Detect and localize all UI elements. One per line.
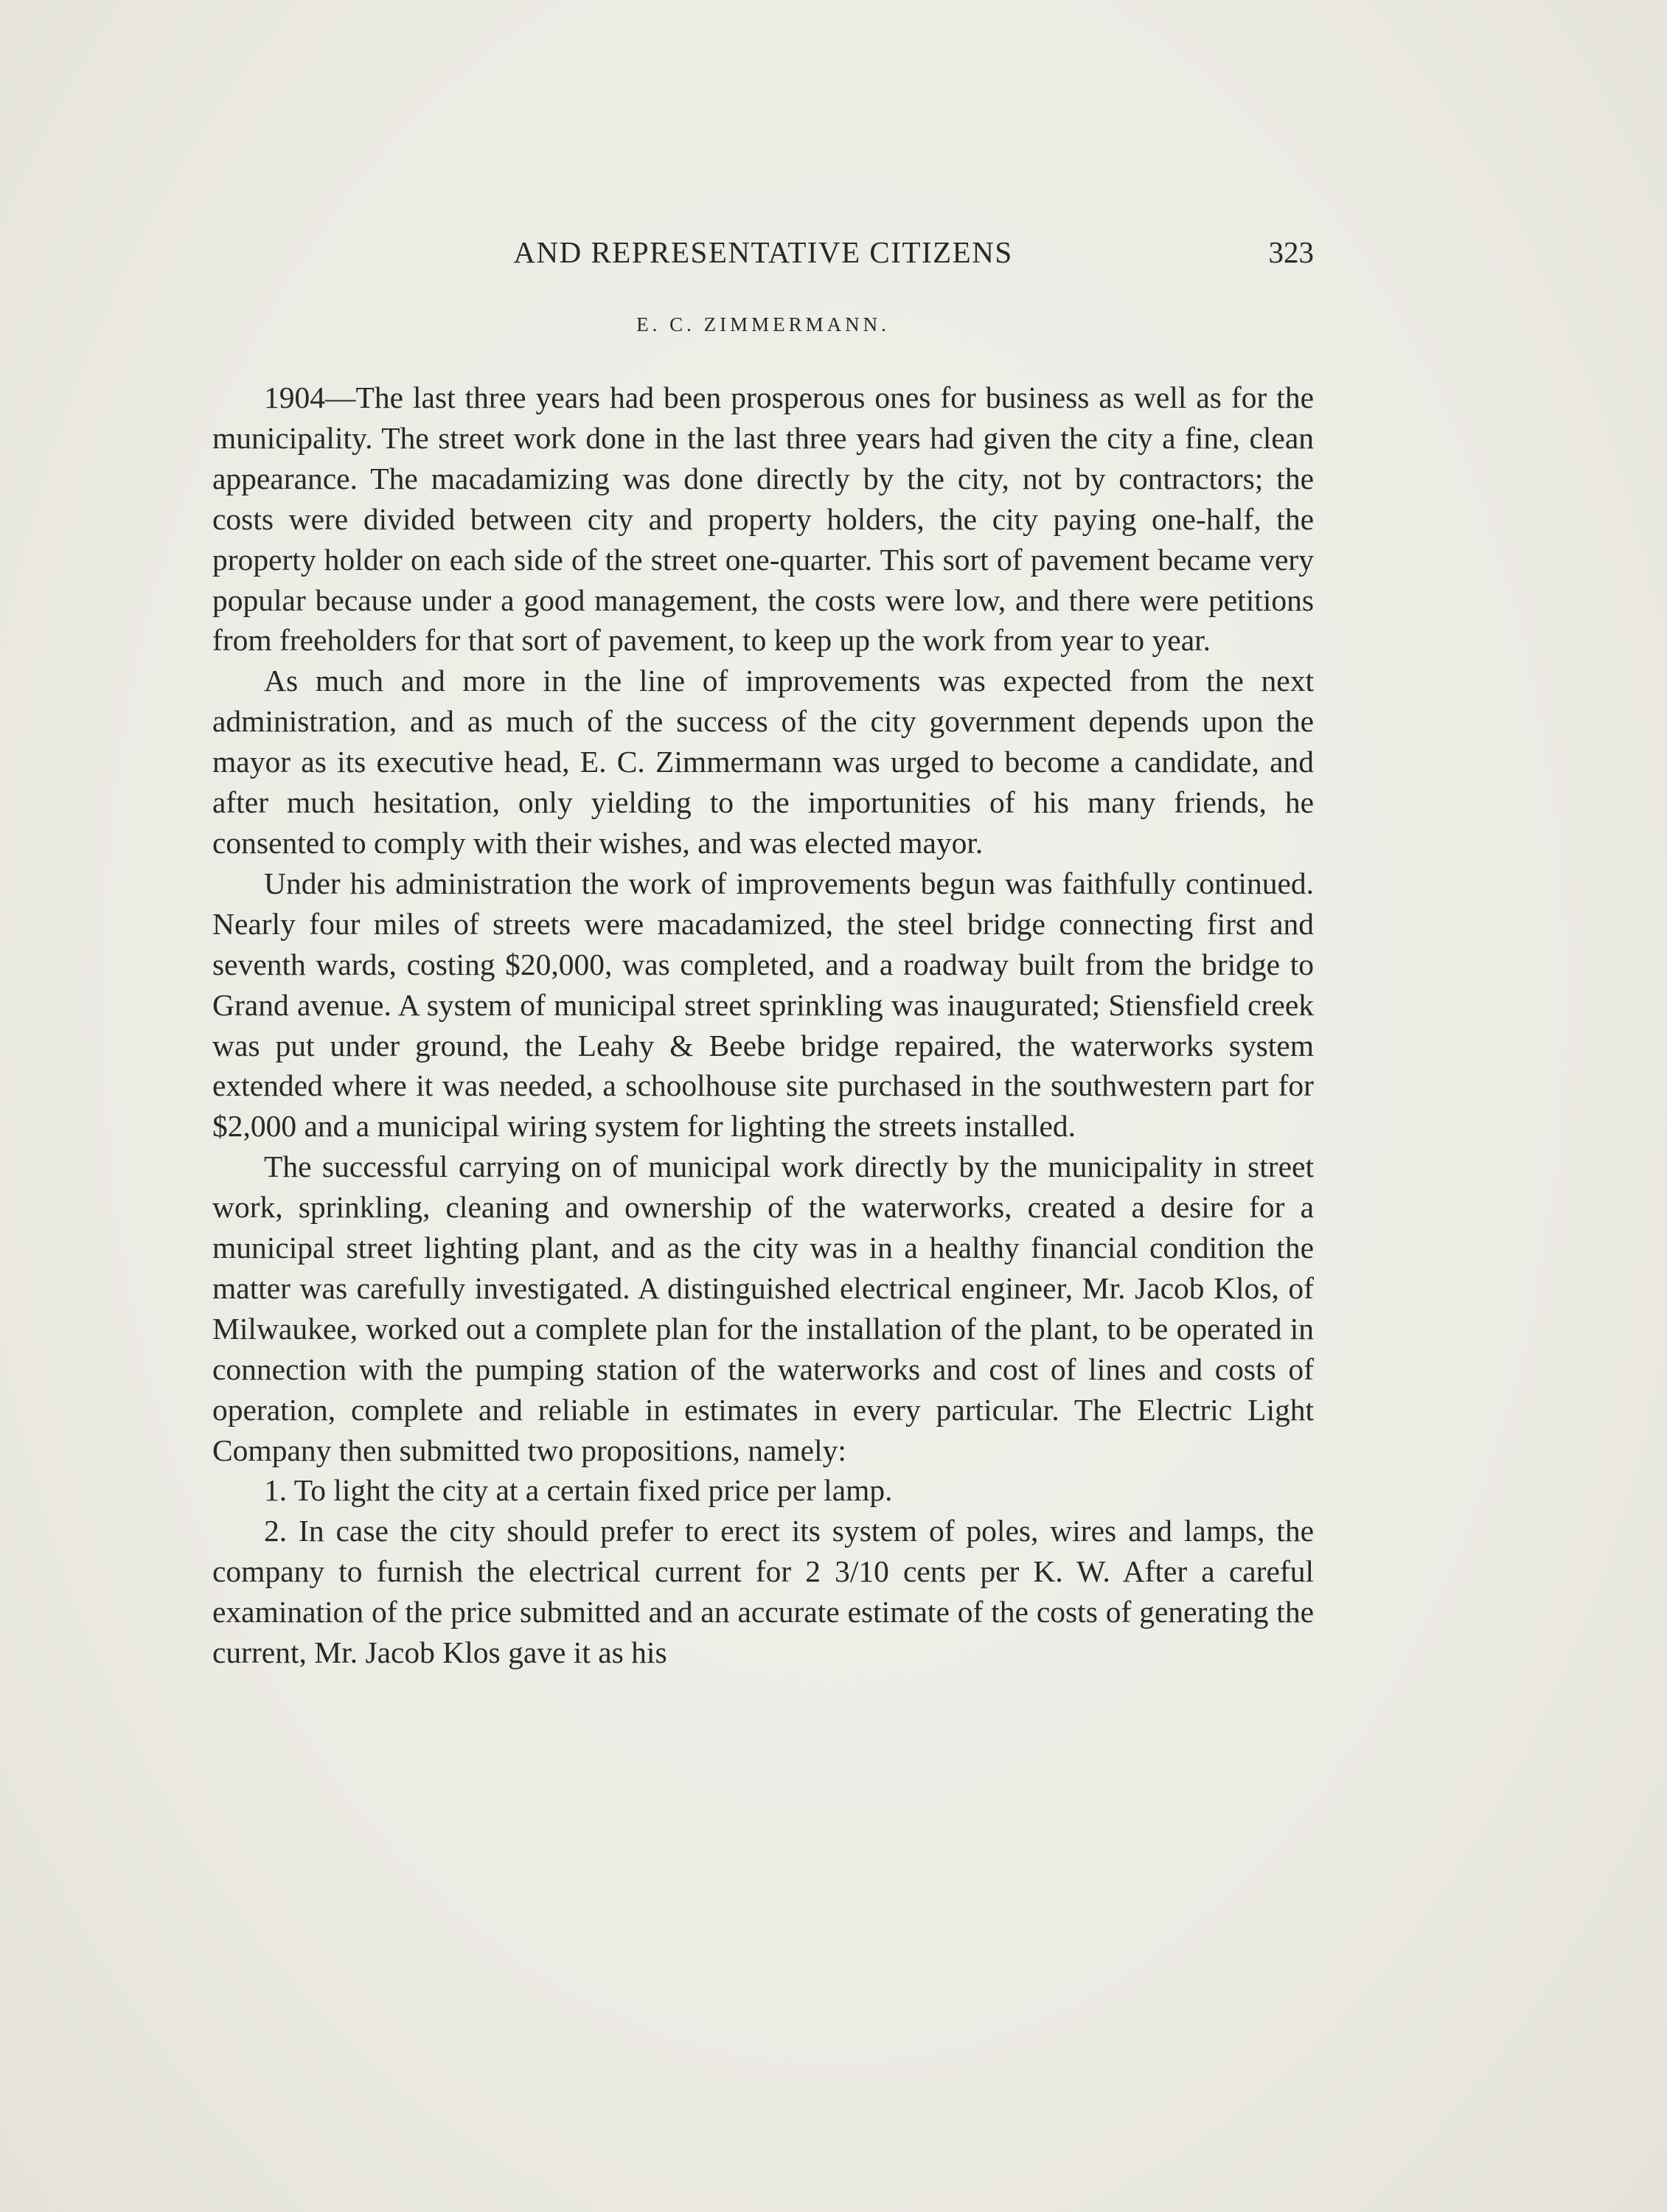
running-head — [212, 234, 1314, 271]
body-text — [212, 378, 1314, 1673]
list-item: 2. In case the city should prefer to erect its system of poles, wires and lamps, the company to furnish the electrical current for 2 3/10 cents per K. W. After a careful examination of the price submitted and an accurate estimate of the costs of generating the current, Mr. Jacob Klos gave it as his — [212, 1514, 1314, 1670]
running-title: AND REPRESENTATIVE CITIZENS — [513, 235, 1013, 269]
page-number: 323 — [1268, 235, 1314, 269]
list-item: 1. To light the city at a certain fixed price per lamp. — [264, 1473, 893, 1508]
paragraph: The successful carrying on of municipal work directly by the municipality in street work, sprinkling, cleaning and ownership of the waterworks, created a desire for a municipal street lighting plant, and as the city was in a healthy financial condition the matter was carefully investigated. A distinguished electrical engineer, Mr. Jacob Klos, of Milwaukee, worked out a complete plan for the installation of the plant, to be operated in connection with the pumping station of the waterworks and cost of lines and costs of operation, complete and reliable in estimates in every particular. The Electric Light Company then submitted two propositions, namely: — [212, 1150, 1314, 1467]
section-heading: E. C. ZIMMERMANN. — [636, 313, 890, 335]
paragraph: Under his administration the work of improvements begun was faithfully continued. Nearly four miles of streets were macadamized, the steel bridge connecting first and seventh wards, costing $20,000, was completed, and a roadway built from the bridge to Grand avenue. A system of municipal street sprinkling was inaugurated; Stiensfield creek was put under ground, the Leahy & Beebe bridge repaired, the waterworks system extended where it was needed, a schoolhouse site purchased in the southwestern part for $2,000 and a municipal wiring system for lighting the streets installed. — [212, 866, 1314, 1144]
paragraph: As much and more in the line of improvements was expected from the next administration, and as much of the success of the city government depends upon the mayor as its executive head, E. C. Zimmermann was urged to become a candidate, and after much hesitation, only yielding to the importunities of his many friends, he consented to comply with their wishes, and was elected mayor. — [212, 664, 1314, 860]
paragraph: 1904—The last three years had been prosperous ones for business as well as for the municipality. The street work done in the last three years had given the city a fine, clean appearance. The macadamizing was done directly by the city, not by contractors; the costs were divided between city and property holders, the city paying one-half, the property holder on each side of the street one-quarter. This sort of pavement became very popular because under a good management, the costs were low, and there were petitions from freeholders for that sort of pavement, to keep up the work from year to year. — [212, 380, 1314, 658]
